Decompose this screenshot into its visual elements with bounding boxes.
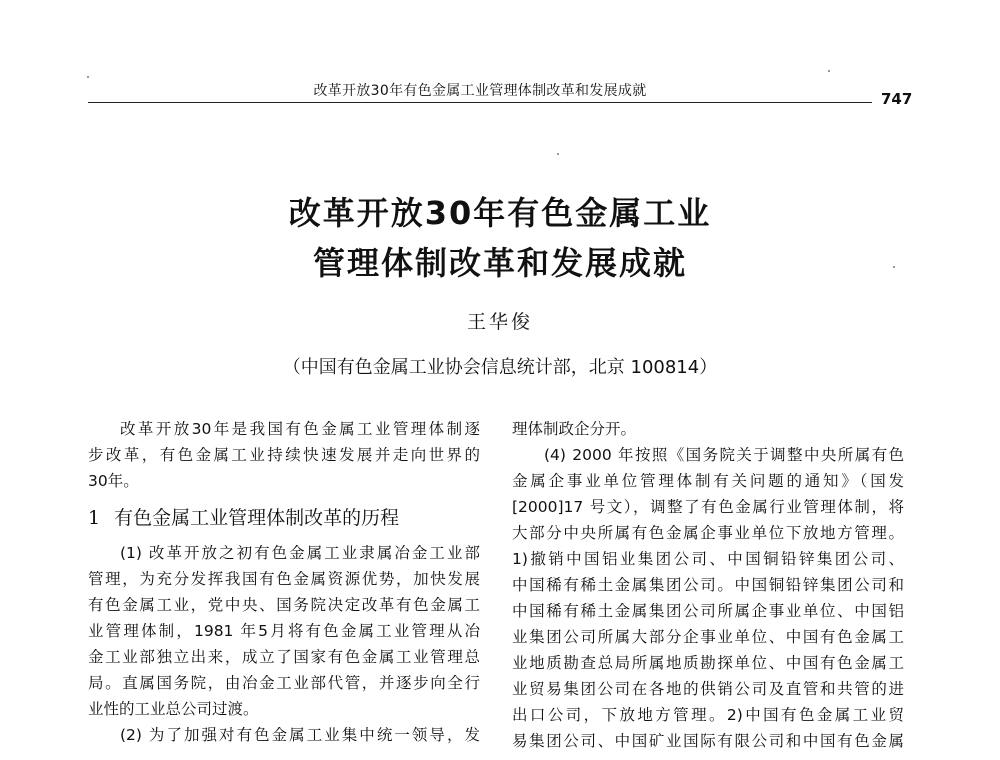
text-line: 大部分中央所属有色金属企事业单位下放地方管理。 bbox=[512, 524, 904, 542]
text-line: 理体制政企分开。 bbox=[512, 420, 637, 438]
text-line: [2000]17 号文），调整了有色金属行业管理体制，将 bbox=[512, 498, 904, 516]
section-heading bbox=[88, 498, 480, 538]
text-line: 业贸易集团公司在各地的供销公司及直管和共管的进 bbox=[512, 680, 904, 698]
text-line: 金工业部独立出来，成立了国家有色金属工业管理总 bbox=[88, 648, 480, 666]
text-line: (2) 为了加强对有色金属工业集中统一领导，发 bbox=[120, 726, 480, 744]
header-rule bbox=[88, 102, 872, 103]
text-line: 管理，为充分发挥我国有色金属资源优势，加快发展 bbox=[88, 570, 480, 588]
scan-speck bbox=[828, 70, 830, 72]
author-affiliation: （中国有色金属工业协会信息统计部，北京 100814） bbox=[282, 357, 718, 378]
text-line: (1) 改革开放之初有色金属工业隶属冶金工业部 bbox=[120, 544, 480, 562]
article-title-line: 管理体制改革和发展成就 bbox=[312, 244, 687, 282]
section-number: 1 bbox=[88, 507, 101, 529]
text-line: 中国稀有稀土金属集团公司。中国铜铅锌集团公司和 bbox=[512, 576, 904, 594]
text-line: 易集团公司、中国矿业国际有限公司和中国有色金属 bbox=[512, 732, 904, 750]
scan-speck bbox=[557, 153, 559, 155]
text-line: 30年。 bbox=[88, 472, 139, 490]
running-title: 改革开放30年有色金属工业管理体制改革和发展成就 bbox=[313, 83, 647, 99]
text-line: 步改革，有色金属工业持续快速发展并走向世界的 bbox=[88, 446, 480, 464]
text-line: 业管理体制，1981 年5月将有色金属工业管理从冶 bbox=[88, 622, 480, 640]
text-line: 局。直属国务院，由冶金工业部代管，并逐步向全行 bbox=[88, 674, 480, 692]
page-number: 747 bbox=[881, 90, 913, 108]
text-line: 业性的工业总公司过渡。 bbox=[88, 700, 259, 718]
text-line: 改革开放30年是我国有色金属工业管理体制逐 bbox=[120, 420, 480, 438]
section-title: 有色金属工业管理体制改革的历程 bbox=[114, 507, 400, 529]
text-line: 业地质勘查总局所属地质勘探单位、中国有色金属工 bbox=[512, 654, 904, 672]
author-name: 王华俊 bbox=[466, 311, 533, 333]
article-title-line: 改革开放30年有色金属工业 bbox=[288, 194, 712, 232]
running-header bbox=[88, 78, 878, 108]
text-line: 1)撤销中国铝业集团公司、中国铜铅锌集团公司、 bbox=[512, 550, 904, 568]
text-line: 中国稀有稀土金属集团公司所属企事业单位、中国铝 bbox=[512, 602, 904, 620]
text-line: 出口公司，下放地方管理。2)中国有色金属工业贸 bbox=[512, 706, 904, 724]
right-column bbox=[512, 416, 904, 754]
text-line: 有色金属工业，党中央、国务院决定改革有色金属工 bbox=[88, 596, 480, 614]
text-line: (4) 2000 年按照《国务院关于调整中央所属有色 bbox=[544, 446, 904, 464]
text-line: 金属企事业单位管理体制有关问题的通知》（国发 bbox=[512, 472, 904, 490]
article-title bbox=[0, 188, 1000, 288]
left-column bbox=[88, 416, 480, 748]
text-line: 业集团公司所属大部分企事业单位、中国有色金属工 bbox=[512, 628, 904, 646]
